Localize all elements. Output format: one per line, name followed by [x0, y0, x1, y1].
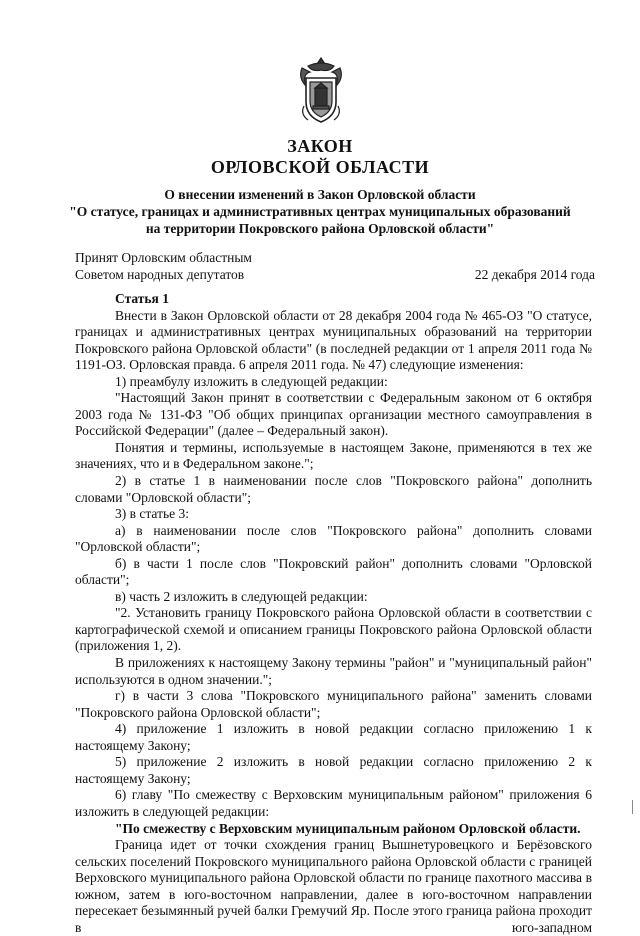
paragraph: Понятия и термины, используемые в настоящем Законе, применяются в тех же значениях, что и в Федеральном законе.";	[75, 439, 592, 472]
paragraph: 2) в статье 1 в наименовании после слов "Покровского района" дополнить словами "Орловской области";	[75, 473, 592, 505]
coat-of-arms-emblem	[296, 56, 346, 126]
paragraph: В приложениях к настоящему Закону термины "район" и "муниципальный район" используются в одном значении.";	[75, 655, 592, 687]
law-title: ЗАКОН	[287, 136, 353, 156]
paragraph: 4) приложение 1 изложить в новой редакции согласно приложению 1 к настоящему Закону;	[75, 721, 592, 753]
chapter-heading: "По смежеству с Верховским муниципальным районом Орловской области.	[115, 820, 581, 836]
paragraph: 3) в статье 3:	[115, 506, 189, 522]
law-subtitle-line2: "О статусе, границах и административных центрах муниципальных образований	[69, 204, 571, 219]
adoption-line1: Принят Орловским областным	[75, 250, 252, 265]
paragraph: в) часть 2 изложить в следующей редакции:	[115, 588, 368, 604]
paragraph: а) в наименовании после слов "Покровского района" дополнить словами "Орловской области";	[75, 522, 592, 555]
paragraph: 5) приложение 2 изложить в новой редакции согласно приложению 2 к настоящему Закону;	[75, 754, 592, 786]
paragraph: б) в части 1 после слов "Покровский район" дополнить словами "Орловской области";	[75, 555, 592, 588]
law-title-region: ОРЛОВСКОЙ ОБЛАСТИ	[210, 157, 430, 177]
paragraph: "2. Установить границу Покровского района Орловской области в соответствии с картографической схемой и описанием границы Покровского района Орловской области (приложения 1, 2).	[75, 605, 592, 654]
paragraph: 6) главу "По смежеству с Верховским муниципальным районом" приложения 6 изложить в следующей редакции:	[75, 787, 592, 819]
adoption-block	[75, 249, 595, 283]
law-subtitle-line3: на территории Покровского района Орловской области"	[145, 221, 495, 236]
margin-mark	[632, 800, 633, 814]
adoption-row	[75, 266, 595, 283]
article-body	[75, 291, 592, 936]
paragraph: Внести в Закон Орловской области от 28 декабря 2004 года № 465-ОЗ "О статусе, границах и административных центрах муниципальных образований на территории Покровского района Орловской области" (в последней редакции от 1 апреля 2011 года № 1191-ОЗ. Орловская правда. 6 апреля 2011 года. № 47) следующие изменения:	[75, 307, 592, 373]
law-subtitle-line1: О внесении изменений в Закон Орловской области	[164, 187, 476, 202]
article-heading: Статья 1	[115, 291, 169, 306]
paragraph: 1) преамбулу изложить в следующей редакции:	[115, 373, 388, 389]
paragraph: Граница идет от точки схождения границ Вышнетуровецкого и Берёзовского сельских поселений Покровского муниципального района Орловской области с границей Верховского муниципального района Орловской области по границе пахотного массива в южном, затем в юго-восточном направлении, далее в юго-восточном направлении пересекает безымянный ручей балки Гремучий Яр. После этого граница района проходит в юго-западном	[75, 837, 592, 935]
paragraph: "Настоящий Закон принят в соответствии с Федеральным законом от 6 октября 2003 года № 131-ФЗ "Об общих принципах организации местного самоуправления в Российской Федерации" (далее – Федеральный закон).	[75, 390, 592, 439]
paragraph: г) в части 3 слова "Покровского муниципального района" заменить словами "Покровского района Орловской области";	[75, 688, 592, 720]
adoption-line2: Советом народных депутатов	[75, 267, 245, 282]
adoption-date: 22 декабря 2014 года	[474, 267, 595, 282]
